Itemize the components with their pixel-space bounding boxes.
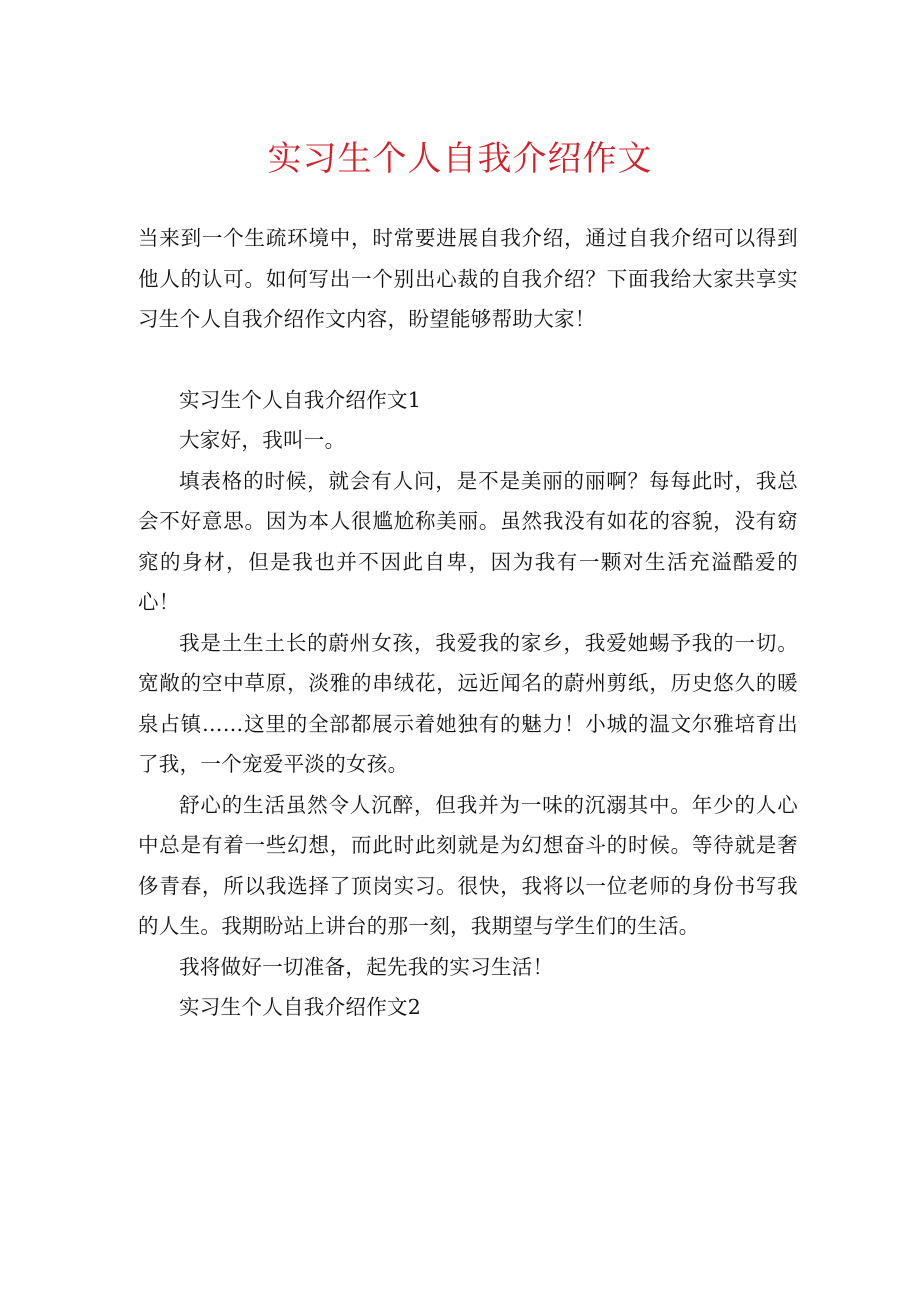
paragraph-hometown: 我是土生土长的蔚州女孩，我爱我的家乡，我爱她蜴予我的一切。宽敞的空中草原，淡雅的串绒花，远近闻名的蔚州剪纸，历史悠久的暖泉占镇……这里的全部都展示着她独有的魅力！小城的温文尔雅培育出了我，一个宠爱平淡的女孩。 — [138, 630, 798, 776]
document-title: 实习生个人自我介绍作文 — [267, 139, 653, 179]
paragraph-ready: 我将做好一切准备，起先我的实习生活！ — [179, 954, 554, 979]
document-body — [138, 218, 798, 1028]
section-2-heading: 实习生个人自我介绍作文2 — [179, 995, 422, 1019]
paragraph-internship-choice: 舒心的生活虽然令人沉醉，但我并为一味的沉溺其中。年少的人心中总是有着一些幻想，而此时此刻就是为幻想奋斗的时候。等待就是奢侈青春，所以我选择了顶岗实习。很快，我将以一位老师的身份书写我的人生。我期盼站上讲台的那一刻，我期望与学生们的生活。 — [138, 792, 798, 938]
intro-paragraph: 当来到一个生疏环境中，时常要进展自我介绍，通过自我介绍可以得到他人的认可。如何写出一个别出心裁的自我介绍？下面我给大家共享实习生个人自我介绍作文内容，盼望能够帮助大家！ — [138, 226, 798, 331]
section-1-heading: 实习生个人自我介绍作文1 — [179, 387, 422, 412]
paragraph-name-story: 填表格的时候，就会有人问，是不是美丽的丽啊？每每此时，我总会不好意思。因为本人很尴尬称美丽。虽然我没有如花的容貌，没有窈窕的身材，但是我也并不因此自卑，因为我有一颗对生活充溢酷爱的心！ — [138, 468, 798, 614]
paragraph-greeting: 大家好，我叫一。 — [179, 428, 346, 452]
